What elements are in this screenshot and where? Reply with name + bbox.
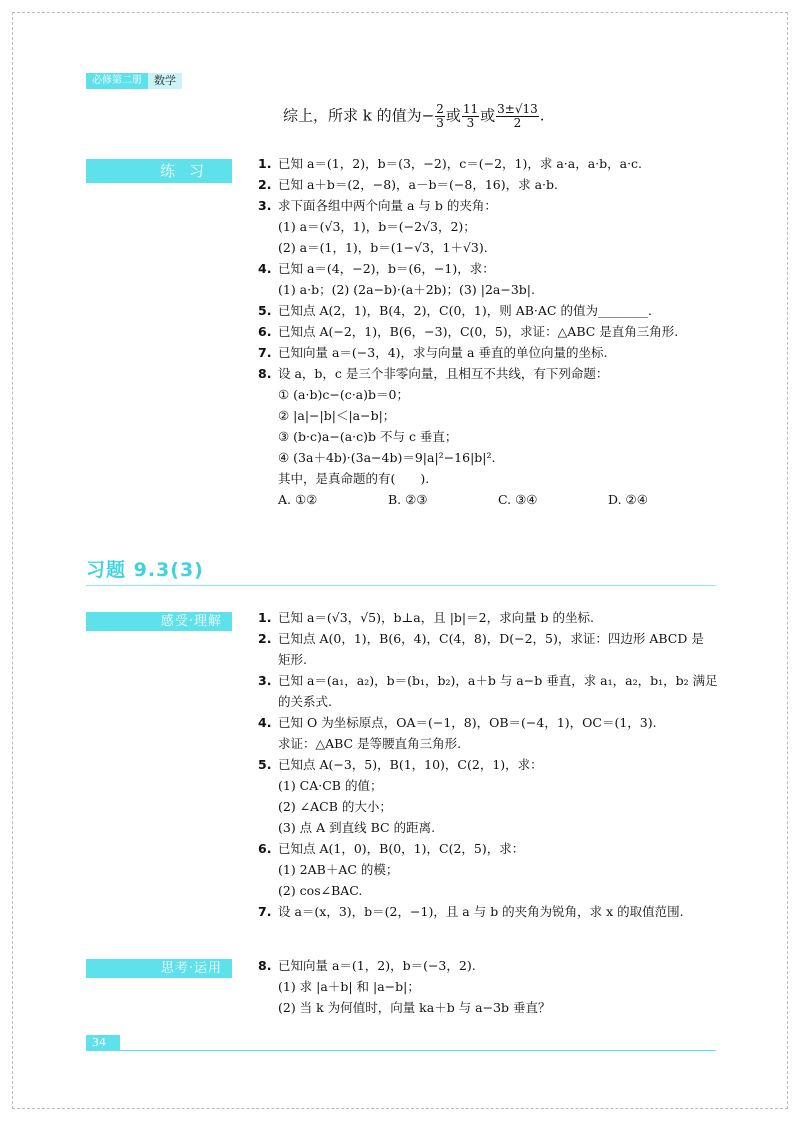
fraction-1-den: 3 xyxy=(436,116,444,130)
choice-a: A. ①② xyxy=(278,492,318,507)
fraction-3-num: 3±√13 xyxy=(497,102,538,116)
question-item xyxy=(258,363,718,384)
question-item xyxy=(258,901,718,922)
fraction-3-den: 2 xyxy=(513,116,522,130)
question-number: 1. xyxy=(258,610,272,625)
question-text: 已知 a＝(1，2)，b＝(3，−2)，c＝(−2，1)，求 a·a，a·b，a·c. xyxy=(278,156,643,171)
conclusion-prefix: 综上，所求 k 的值为− xyxy=(283,106,435,125)
practice-label: 练习 xyxy=(86,159,232,183)
question-text: 求证：△ABC 是等腰直角三角形. xyxy=(278,736,462,751)
question-text: 已知 a＝(a₁，a₂)，b＝(b₁，b₂)，a＋b 与 a−b 垂直，求 a₁，a₂，b₁，b₂ 满足 xyxy=(278,673,718,688)
question-number: 4. xyxy=(258,715,272,730)
question-item xyxy=(258,607,718,628)
choice-c: C. ③④ xyxy=(498,492,538,507)
fraction-1 xyxy=(435,103,445,130)
fraction-2-num: 11 xyxy=(462,102,479,116)
question-subline xyxy=(278,384,718,405)
question-number: 6. xyxy=(258,324,272,339)
question-subline xyxy=(278,733,718,754)
question-number: 2. xyxy=(258,631,272,646)
question-subline xyxy=(278,279,718,300)
question-text: (2) ∠ACB 的大小； xyxy=(278,799,392,814)
exercise-title: 习题 9.3(3) xyxy=(86,559,204,581)
question-subline xyxy=(278,426,718,447)
question-text: 其中，是真命题的有( ). xyxy=(278,471,430,486)
question-item xyxy=(258,712,718,733)
conclusion-line xyxy=(283,103,545,130)
question-text: (1) 求 |a＋b| 和 |a−b|； xyxy=(278,979,420,994)
question-item xyxy=(258,174,718,195)
question-text: (2) a＝(1，1)，b＝(1−√3，1＋√3). xyxy=(278,240,488,255)
question-subline xyxy=(278,976,718,997)
question-subline xyxy=(278,859,718,880)
choice-b: B. ②③ xyxy=(388,492,428,507)
question-subline xyxy=(278,405,718,426)
question-subline xyxy=(278,796,718,817)
or-1: 或 xyxy=(445,106,461,125)
footer-divider xyxy=(120,1050,716,1051)
question-text: 已知 a＝(4，−2)，b＝(6，−1)，求： xyxy=(278,261,495,276)
running-header xyxy=(86,73,182,89)
question-number: 7. xyxy=(258,904,272,919)
exercise-group2-list xyxy=(258,955,718,1018)
question-subline xyxy=(278,447,718,468)
question-number: 5. xyxy=(258,303,272,318)
question-number: 2. xyxy=(258,177,272,192)
question-text: 已知 a＋b＝(2，−8)，a－b＝(−8，16)，求 a·b. xyxy=(278,177,558,192)
question-text: 的关系式. xyxy=(278,694,332,709)
question-number: 6. xyxy=(258,841,272,856)
question-text: 已知点 A(1，0)，B(0，1)，C(2，5)，求： xyxy=(278,841,525,856)
question-text: 设 a＝(x，3)，b＝(2，−1)，且 a 与 b 的夹角为锐角，求 x 的取值范围. xyxy=(278,904,684,919)
question-subline xyxy=(278,216,718,237)
question-subline xyxy=(278,880,718,901)
subject-title: 数学 xyxy=(148,73,182,89)
question-subline xyxy=(278,817,718,838)
question-text: (1) CA·CB 的值； xyxy=(278,778,383,793)
question-text: 已知点 A(−3，5)，B(1，10)，C(2，1)，求： xyxy=(278,757,543,772)
question-subline xyxy=(278,997,718,1018)
question-text: ① (a·b)c−(c·a)b＝0； xyxy=(278,387,409,402)
question-text: 已知 a＝(√3，√5)，b⊥a，且 |b|＝2，求向量 b 的坐标. xyxy=(278,610,594,625)
question-subline xyxy=(278,468,718,489)
question-text: 已知向量 a＝(−3，4)，求与向量 a 垂直的单位向量的坐标. xyxy=(278,345,608,360)
question-item xyxy=(258,628,718,649)
question-number: 5. xyxy=(258,757,272,772)
question-item xyxy=(258,754,718,775)
question-text: 已知点 A(0，1)，B(6，4)，C(4，8)，D(−2，5)，求证：四边形 ABCD 是 xyxy=(278,631,704,646)
question-text: 已知点 A(−2，1)，B(6，−3)，C(0，5)，求证：△ABC 是直角三角形. xyxy=(278,324,679,339)
question-item xyxy=(258,321,718,342)
question-number: 8. xyxy=(258,958,272,973)
book-title: 必修第二册 xyxy=(86,73,148,89)
question-text: (1) a＝(√3，1)，b＝(−2√3，2)； xyxy=(278,219,476,234)
question-text: (1) 2AB＋AC 的模； xyxy=(278,862,399,877)
question-item xyxy=(258,258,718,279)
question-subline xyxy=(278,649,718,670)
fraction-2-den: 3 xyxy=(466,116,475,130)
question-subline xyxy=(278,691,718,712)
question-item xyxy=(258,955,718,976)
page-number: 34 xyxy=(86,1035,120,1051)
question-item xyxy=(258,195,718,216)
group2-label: 思考·运用 xyxy=(86,959,232,978)
question-number: 3. xyxy=(258,198,272,213)
practice-list xyxy=(258,153,718,510)
question-number: 1. xyxy=(258,156,272,171)
question-number: 4. xyxy=(258,261,272,276)
question-item xyxy=(258,153,718,174)
question-text: 已知 O 为坐标原点，OA＝(−1，8)，OB＝(−4，1)，OC＝(1，3). xyxy=(278,715,657,730)
section-divider xyxy=(86,585,716,586)
question-number: 3. xyxy=(258,673,272,688)
fraction-2 xyxy=(462,103,479,130)
question-text: 矩形. xyxy=(278,652,307,667)
question-text: (2) cos∠BAC. xyxy=(278,883,363,898)
or-2: 或 xyxy=(480,106,496,125)
question-item xyxy=(258,300,718,321)
question-text: 求下面各组中两个向量 a 与 b 的夹角： xyxy=(278,198,497,213)
conclusion-suffix: . xyxy=(539,106,545,125)
question-subline xyxy=(278,775,718,796)
question-text: 已知点 A(2，1)，B(4，2)，C(0，1)，则 AB·AC 的值为________. xyxy=(278,303,652,318)
group1-label: 感受·理解 xyxy=(86,612,232,631)
question-item xyxy=(258,342,718,363)
fraction-1-num: 2 xyxy=(436,102,444,116)
choice-d: D. ②④ xyxy=(608,492,648,507)
question-number: 7. xyxy=(258,345,272,360)
question-text: ③ (b·c)a−(a·c)b 不与 c 垂直； xyxy=(278,429,458,444)
question-text: 已知向量 a＝(1，2)，b＝(−3，2). xyxy=(278,958,476,973)
question-text: (3) 点 A 到直线 BC 的距离. xyxy=(278,820,436,835)
question-item xyxy=(258,838,718,859)
question-text: 设 a，b，c 是三个非零向量，且相互不共线，有下列命题： xyxy=(278,366,609,381)
question-number: 8. xyxy=(258,366,272,381)
question-subline xyxy=(278,237,718,258)
exercise-group1-list xyxy=(258,607,718,922)
question-text: (1) a·b；(2) (2a−b)·(a＋2b)；(3) |2a−3b|. xyxy=(278,282,535,297)
question-text: ② |a|−|b|＜|a−b|； xyxy=(278,408,396,423)
question-text: (2) 当 k 为何值时，向量 ka＋b 与 a−3b 垂直？ xyxy=(278,1000,551,1015)
fraction-3 xyxy=(496,103,539,130)
choice-row xyxy=(278,489,718,510)
question-text: ④ (3a＋4b)·(3a−4b)＝9|a|²−16|b|². xyxy=(278,450,496,465)
question-item xyxy=(258,670,718,691)
